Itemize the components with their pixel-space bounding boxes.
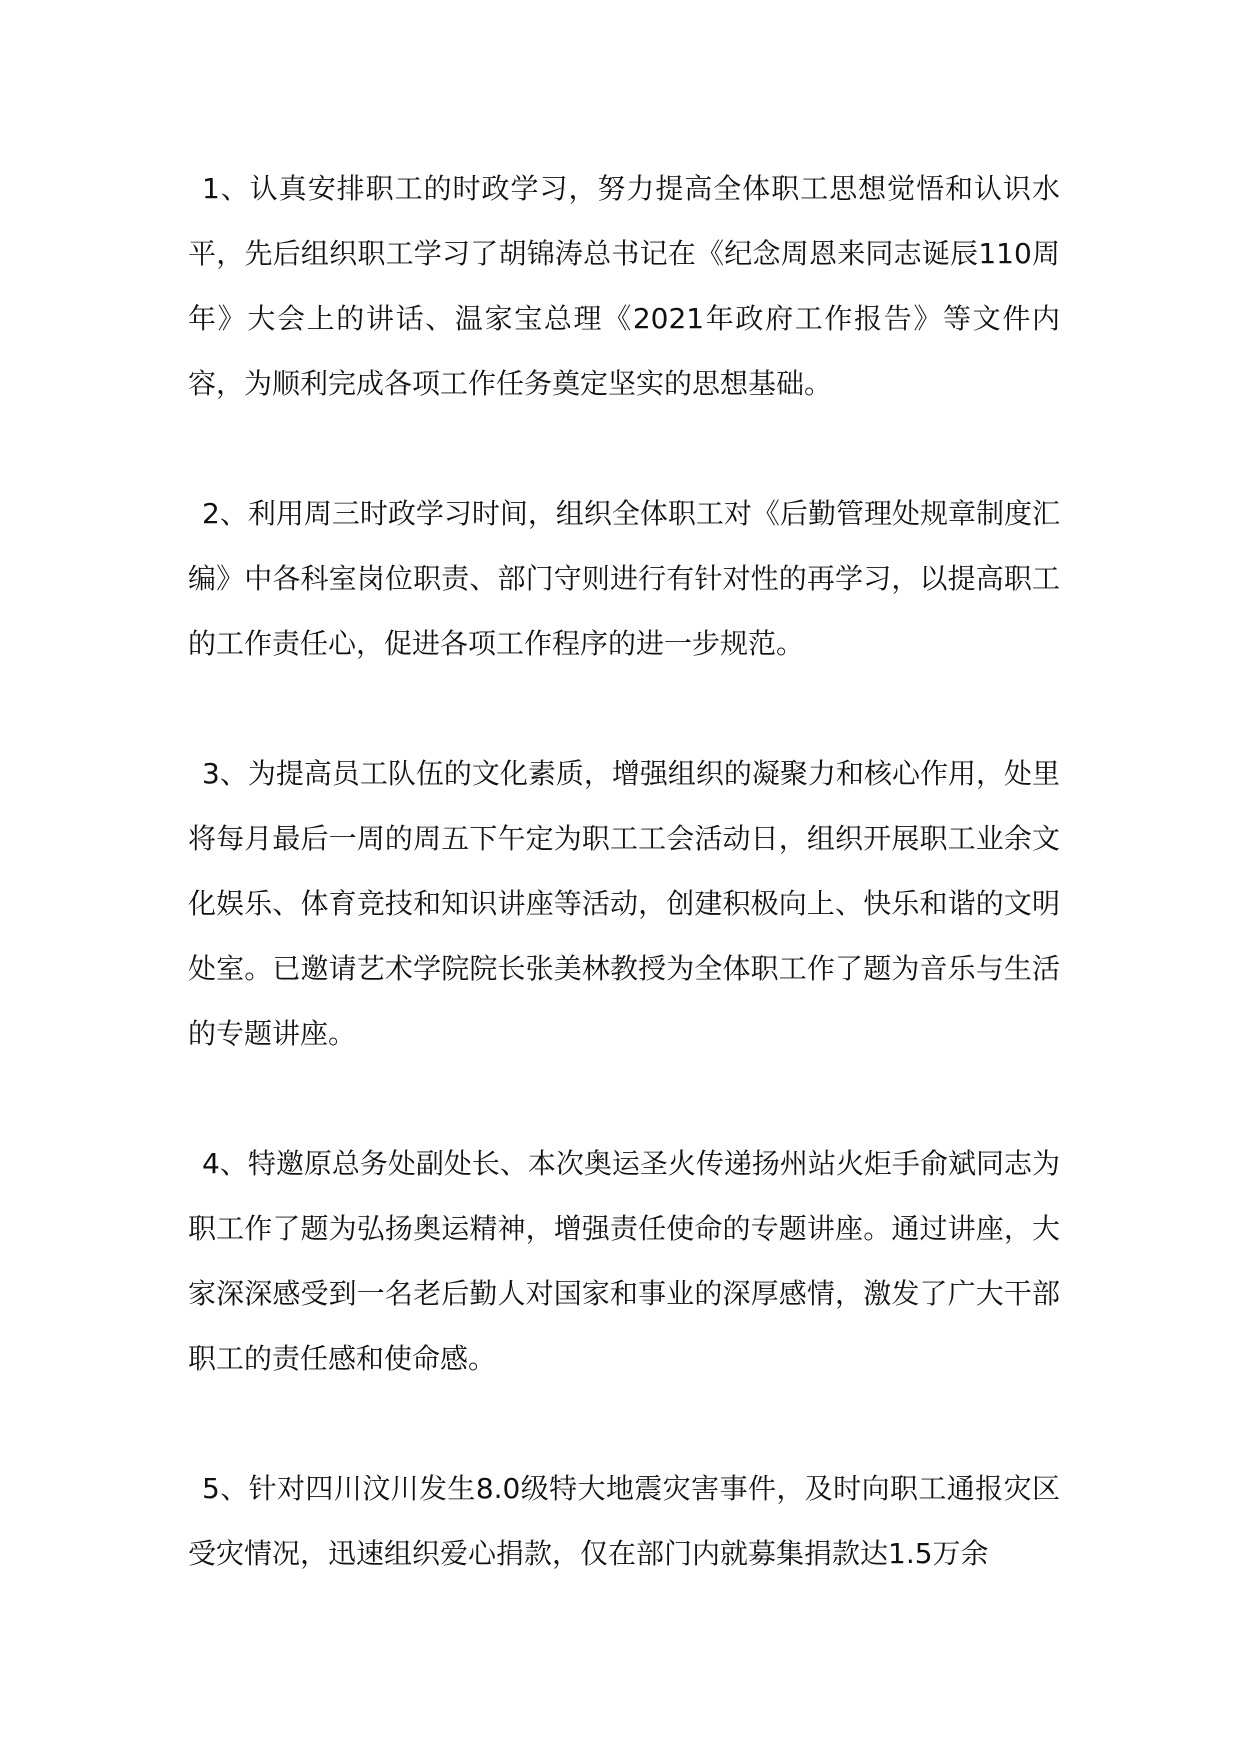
paragraph-1: 1、认真安排职工的时政学习，努力提高全体职工思想觉悟和认识水平，先后组织职工学习了胡锦涛总书记在《纪念周恩来同志诞辰110周年》大会上的讲话、温家宝总理《2021年政府工作报告》等文件内容，为顺利完成各项工作任务奠定坚实的思想基础。 [188,172,1060,400]
document-body [188,156,1060,1651]
paragraph-2: 2、利用周三时政学习时间，组织全体职工对《后勤管理处规章制度汇编》中各科室岗位职责、部门守则进行有针对性的再学习，以提高职工的工作责任心，促进各项工作程序的进一步规范。 [188,497,1060,660]
paragraph-3: 3、为提高员工队伍的文化素质，增强组织的凝聚力和核心作用，处里将每月最后一周的周五下午定为职工工会活动日，组织开展职工业余文化娱乐、体育竞技和知识讲座等活动，创建积极向上、快乐和谐的文明处室。已邀请艺术学院院长张美林教授为全体职工作了题为音乐与生活的专题讲座。 [188,757,1060,1050]
paragraph-4: 4、特邀原总务处副处长、本次奥运圣火传递扬州站火炬手俞斌同志为职工作了题为弘扬奥运精神，增强责任使命的专题讲座。通过讲座，大家深深感受到一名老后勤人对国家和事业的深厚感情，激发了广大干部职工的责任感和使命感。 [188,1147,1060,1375]
paragraph-5: 5、针对四川汶川发生8.0级特大地震灾害事件，及时向职工通报灾区受灾情况，迅速组织爱心捐款，仅在部门内就募集捐款达1.5万余 [188,1472,1060,1570]
